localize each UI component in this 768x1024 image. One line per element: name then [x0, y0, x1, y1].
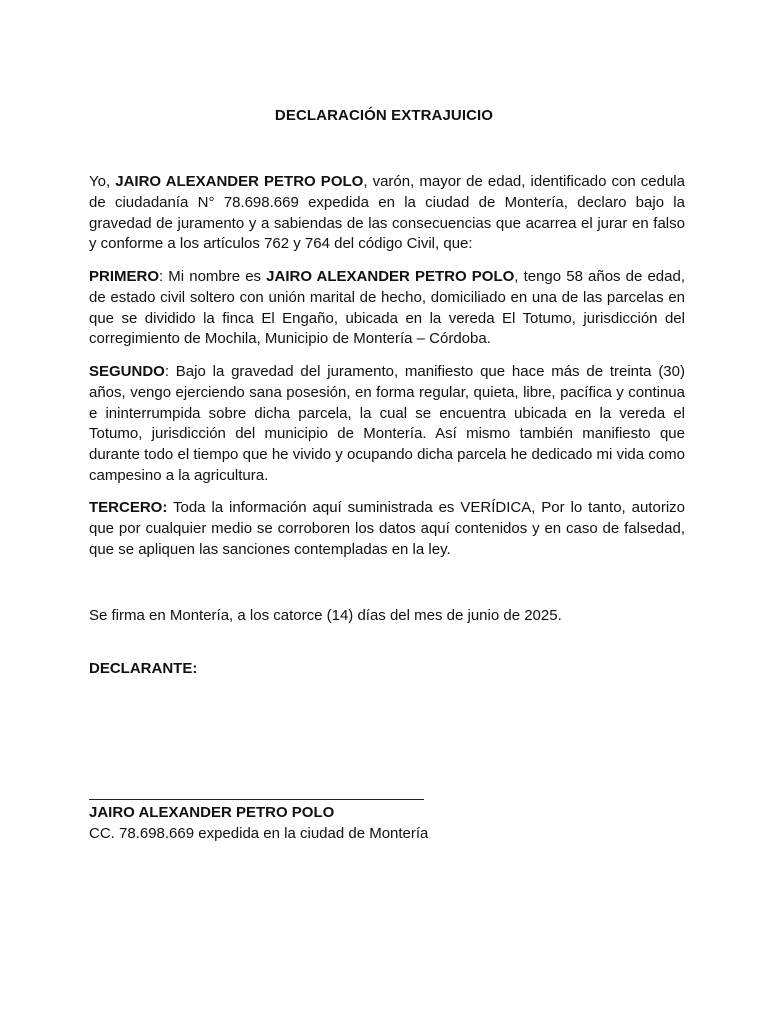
declarante-label: DECLARANTE: — [89, 660, 198, 677]
primero-paragraph — [89, 267, 685, 350]
intro-paragraph — [89, 172, 685, 255]
signature-line — [89, 799, 424, 800]
signature-id: CC. 78.698.669 expedida en la ciudad de Montería — [89, 825, 429, 842]
signing-place-date: Se firma en Montería, a los catorce (14) días del mes de junio de 2025. — [89, 607, 562, 624]
primero-prefix: : Mi nombre es — [159, 268, 267, 285]
tercero-paragraph — [89, 498, 685, 560]
tercero-text: Toda la información aquí suministrada es VERÍDICA, Por lo tanto, autorizo que por cualquier medio se corroboren los datos aquí contenidos y en caso de falsedad, que se apliquen las sanciones contempladas en la ley. — [89, 499, 685, 558]
document-title: DECLARACIÓN EXTRAJUICIO — [274, 107, 494, 124]
segundo-text: : Bajo la gravedad del juramento, manifiesto que hace más de treinta (30) años, vengo ejerciendo sana posesión, en forma regular, quieta, libre, pacífica y continua e ininterrumpida sobre dicha parcela, la cual se encuentra ubicada en la vereda el Totumo, jurisdicción del municipio de Montería. Así mismo también manifiesto que durante todo el tiempo que he vivido y ocupando dicha parcela he dedicado mi vida como campesino a la agricultura. — [89, 363, 685, 484]
declarant-name-intro: JAIRO ALEXANDER PETRO POLO — [115, 173, 364, 190]
primero-text: , tengo 58 años de edad, de estado civil soltero con unión marital de hecho, domiciliado en una de las parcelas en que se dividido la finca El Engaño, ubicada en la vereda El Totumo, jurisdicción del corregimiento de Mochila, Municipio de Montería – Córdoba. — [89, 268, 685, 348]
segundo-label: SEGUNDO — [89, 363, 165, 380]
primero-label: PRIMERO — [89, 268, 160, 285]
intro-text: , varón, mayor de edad, identificado con cedula de ciudadanía N° 78.698.669 expedida en la ciudad de Montería, declaro bajo la gravedad de juramento y a sabiendas de las consecuencias que acarrea el jurar en falso y conforme a los artículos 762 y 764 del código Civil, que: — [89, 173, 685, 253]
tercero-label: TERCERO: — [89, 499, 168, 516]
signature-name: JAIRO ALEXANDER PETRO POLO — [89, 804, 335, 821]
segundo-paragraph — [89, 362, 685, 487]
intro-prefix: Yo, — [89, 173, 116, 190]
declarant-name-primero: JAIRO ALEXANDER PETRO POLO — [266, 268, 515, 285]
